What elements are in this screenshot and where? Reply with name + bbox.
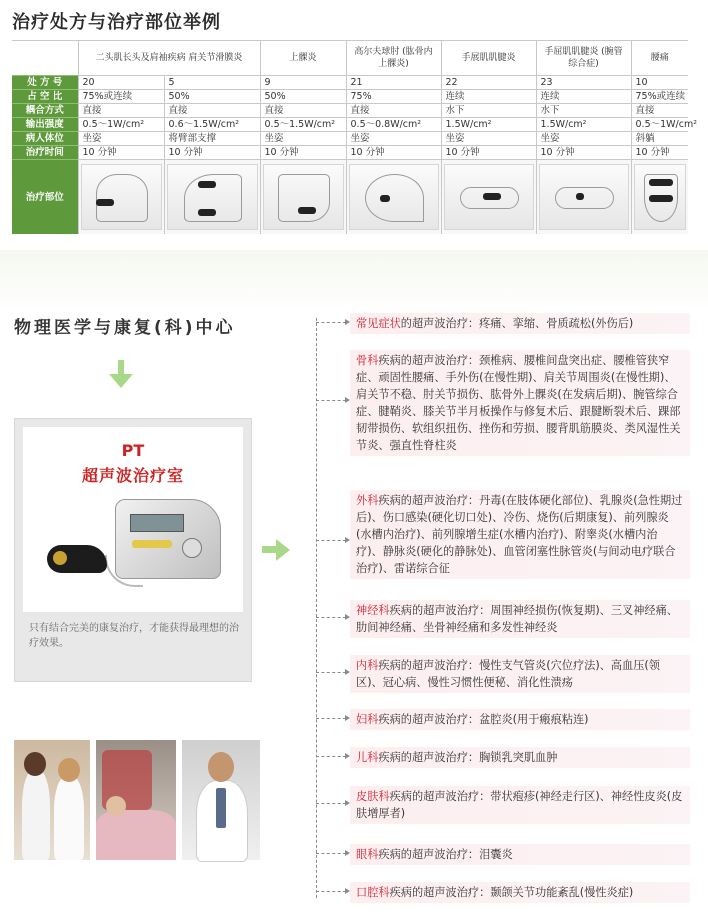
- table-cell: 坐姿: [536, 132, 631, 146]
- list-item: [350, 600, 690, 638]
- table-cell: 5: [164, 76, 260, 90]
- ultrasound-probe-image: [47, 545, 107, 573]
- dept-label: 妇科: [356, 713, 379, 726]
- connector-branch: [316, 803, 346, 805]
- dept-label: 内科: [356, 659, 379, 672]
- header-shoulder: 二头肌长头及肩袖疾病 肩关节滑膜炎: [78, 41, 260, 76]
- table-cell: 10 分钟: [164, 146, 260, 160]
- arrow-right-icon: [262, 542, 292, 558]
- pt-title: PT: [121, 441, 145, 460]
- table-row: [12, 104, 688, 118]
- connector-line: [316, 318, 318, 898]
- site-illustration-arm-raised: [346, 160, 441, 235]
- list-item: [350, 350, 690, 456]
- list-item: [350, 313, 690, 334]
- table-cell: 坐姿: [441, 132, 536, 146]
- table-cell: 1.5W/cm²: [441, 118, 536, 132]
- table-cell: 0.5～1W/cm²: [78, 118, 164, 132]
- table-cell: 75%或连续: [78, 90, 164, 104]
- table-cell: 水下: [536, 104, 631, 118]
- table-cell: 10 分钟: [441, 146, 536, 160]
- pt-room-card: [23, 427, 243, 612]
- dept-label: 神经科: [356, 604, 390, 617]
- table-cell: 21: [346, 76, 441, 90]
- table-cell: 0.5～1.5W/cm²: [260, 118, 346, 132]
- dept-label: 骨科: [356, 354, 379, 367]
- pt-subtitle: 超声波治疗室: [81, 466, 184, 485]
- table-cell: 坐姿: [346, 132, 441, 146]
- table-row: [12, 90, 688, 104]
- table-cell: 23: [536, 76, 631, 90]
- table-cell: 1.5W/cm²: [536, 118, 631, 132]
- list-item: [350, 655, 690, 693]
- connector-branch: [316, 853, 346, 855]
- dept-label: 皮肤科: [356, 790, 390, 803]
- table-cell: 斜躺: [631, 132, 688, 146]
- arrow-down-icon: [114, 360, 128, 386]
- table-row: [12, 132, 688, 146]
- header-low-back: 腰痛: [631, 41, 688, 76]
- dept-label: 口腔科: [356, 886, 390, 899]
- connector-branch: [316, 756, 346, 758]
- table-cell: 10 分钟: [346, 146, 441, 160]
- table-cell: 0.5～1W/cm²: [631, 118, 688, 132]
- table-row: [12, 76, 688, 90]
- connector-branch: [316, 672, 346, 674]
- item-text: 疾病的超声波治疗：慢性支气管炎(穴位疗法)、高血压(领区)、冠心病、慢性习惯性便秘、消化性溃疡: [356, 659, 660, 689]
- table-cell: 75%: [346, 90, 441, 104]
- row-label: 占 空 比: [12, 90, 78, 104]
- table-row: [12, 118, 688, 132]
- table-cell: 0.5～0.8W/cm²: [346, 118, 441, 132]
- photo-doctors-consult: [14, 740, 90, 860]
- row-label: 耦合方式: [12, 104, 78, 118]
- table-cell: 水下: [441, 104, 536, 118]
- header-corner: [12, 41, 78, 76]
- item-text: 疾病的超声波治疗：泪囊炎: [378, 848, 513, 861]
- section-divider: [0, 250, 708, 310]
- table-cell: 连续: [441, 90, 536, 104]
- table-cell: 连续: [536, 90, 631, 104]
- item-text: 疾病的超声波治疗：周围神经损伤(恢复期)、三叉神经痛、肋间神经痛、坐骨神经痛和多发性神经炎: [356, 604, 678, 634]
- header-epicondylitis: 上髁炎: [260, 41, 346, 76]
- list-item: [350, 490, 690, 579]
- connector-branch: [316, 322, 346, 324]
- list-item: [350, 882, 690, 903]
- table-header-row: [12, 41, 688, 76]
- table-cell: 22: [441, 76, 536, 90]
- table-cell: 50%: [260, 90, 346, 104]
- table-cell: 75%或连续: [631, 90, 688, 104]
- table-row: [12, 146, 688, 160]
- connector-branch: [316, 617, 346, 619]
- photo-patient-treatment: [96, 740, 176, 860]
- header-hand-flexor: 手屈肌肌腱炎 (腕管综合症): [536, 41, 631, 76]
- item-text: 疾病的超声波治疗：胸锁乳突肌血肿: [378, 751, 558, 764]
- row-label: 治疗部位: [12, 160, 78, 235]
- row-label: 治疗时间: [12, 146, 78, 160]
- table-cell: 直接: [631, 104, 688, 118]
- pt-note: 只有结合完美的康复治疗，才能获得最理想的治疗效果。: [29, 623, 239, 649]
- treatment-site-row: [12, 160, 688, 235]
- header-hand-extensor: 手展肌肌腱炎: [441, 41, 536, 76]
- item-text: 疾病的超声波治疗：丹毒(在肢体硬化部位)、乳腺炎(急性期过后)、伤口感染(硬化切口处)、冷伤、烧伤(后期康复)、前列腺炎(水槽内治疗)、前列腺增生症(水槽内治疗)、附睾炎(水槽内治疗)、静脉炎(硬化的静脉处)、血管闭塞性脉管炎(与间动电疗联合治疗)、雷诺综合征: [356, 494, 683, 575]
- site-illustration-shoulder-side: [164, 160, 260, 235]
- item-text: 疾病的超声波治疗：颞颌关节功能紊乱(慢性炎症): [389, 886, 634, 899]
- table-cell: 10 分钟: [78, 146, 164, 160]
- item-text: 的超声波治疗：疼痛、挛缩、骨质疏松(外伤后): [400, 317, 634, 330]
- table-cell: 直接: [346, 104, 441, 118]
- table-cell: 10 分钟: [260, 146, 346, 160]
- table-cell: 0.6～1.5W/cm²: [164, 118, 260, 132]
- device-cable: [105, 555, 143, 587]
- table-cell: 10 分钟: [536, 146, 631, 160]
- table-cell: 直接: [78, 104, 164, 118]
- table-cell: 坐姿: [260, 132, 346, 146]
- item-text: 疾病的超声波治疗：盆腔炎(用于瘢痕粘连): [378, 713, 589, 726]
- site-illustration-lower-back: [631, 160, 688, 235]
- table-cell: 50%: [164, 90, 260, 104]
- site-illustration-shoulder-back: [78, 160, 164, 235]
- dept-label: 常见症状: [356, 317, 401, 330]
- list-item: [350, 786, 690, 824]
- list-item: [350, 844, 690, 865]
- dept-label: 儿科: [356, 751, 379, 764]
- dept-label: 眼科: [356, 848, 379, 861]
- clinic-photos: [14, 740, 260, 860]
- connector-branch: [316, 891, 346, 893]
- table-cell: 10 分钟: [631, 146, 688, 160]
- list-item: [350, 747, 690, 768]
- row-label: 处 方 号: [12, 76, 78, 90]
- row-label: 病人体位: [12, 132, 78, 146]
- item-text: 疾病的超声波治疗：颈椎病、腰椎间盘突出症、腰椎管狭窄症、顽固性腰痛、手外伤(在慢性期)、肩关节周围炎(在慢性期)、肩关节不稳、肘关节损伤、肱骨外上髁炎(在发病后期)、腕管综合症、腱鞘炎、膝关节半月板操作与修复术后、跟腱断裂术后、踝部韧带损伤、软组织扭伤、挫伤和劳损、腰背肌筋膜炎、类风湿性关节炎、强直性脊柱炎: [356, 354, 681, 452]
- table-cell: 将臂部支撑: [164, 132, 260, 146]
- list-item: [350, 709, 690, 730]
- dept-label: 外科: [356, 494, 379, 507]
- connector-branch: [316, 718, 346, 720]
- item-text: 疾病的超声波治疗：带状疱疹(神经走行区)、神经性皮炎(皮肤增厚者): [356, 790, 683, 820]
- center-title: 物理医学与康复(科)中心: [14, 318, 236, 338]
- prescription-table: [12, 40, 698, 234]
- table-cell: 10: [631, 76, 688, 90]
- pt-room-panel: [14, 418, 252, 682]
- site-illustration-elbow: [260, 160, 346, 235]
- table-cell: 直接: [260, 104, 346, 118]
- photo-doctor: [182, 740, 260, 860]
- table-cell: 坐姿: [78, 132, 164, 146]
- site-illustration-forearm-flexor: [536, 160, 631, 235]
- row-label: 输出强度: [12, 118, 78, 132]
- connector-branch: [316, 540, 346, 542]
- header-golf-elbow: 高尔夫球肘 (肱骨内上髁炎): [346, 41, 441, 76]
- site-illustration-forearm-extensor: [441, 160, 536, 235]
- table-cell: 20: [78, 76, 164, 90]
- connector-branch: [316, 400, 346, 402]
- page-title: 治疗处方与治疗部位举例: [12, 12, 221, 33]
- table-cell: 9: [260, 76, 346, 90]
- table-cell: 直接: [164, 104, 260, 118]
